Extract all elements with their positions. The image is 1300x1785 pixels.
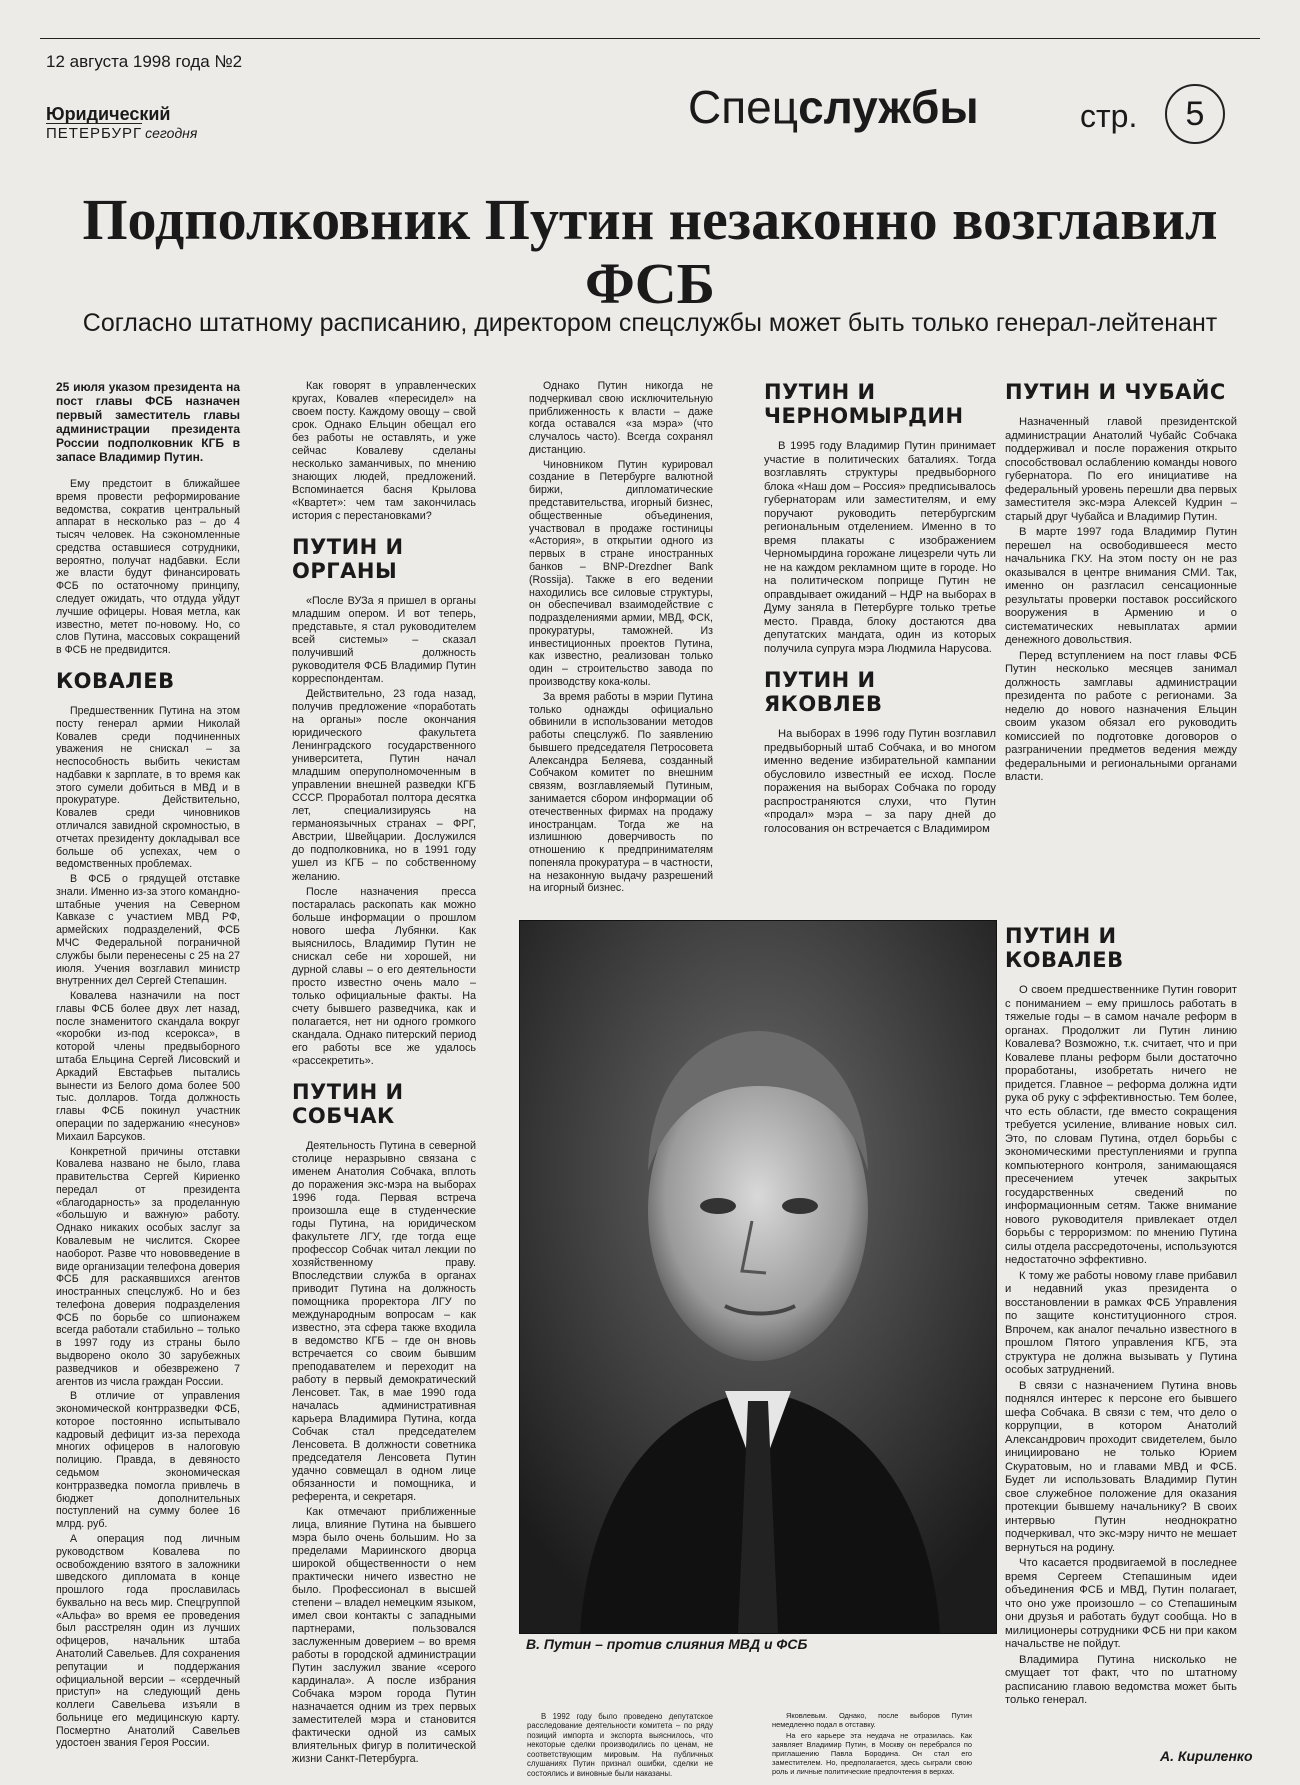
heading-putin-chernomyrdin: ПУТИН И ЧЕРНОМЫРДИН bbox=[764, 380, 964, 428]
section-title-bold: службы bbox=[798, 81, 979, 133]
paragraph: Яковлевым. Однако, после выборов Путин немедленно подал в отставку. bbox=[772, 1711, 972, 1729]
top-rule bbox=[40, 38, 1260, 39]
paragraph: «После ВУЗа я пришел в органы младшим опером. И вот теперь, представьте, я стал руководителем всей системы» – сказал получивший должность руководителя ФСБ Владимир Путин корреспондентам. bbox=[292, 595, 476, 686]
paragraph: В связи с назначением Путина вновь поднялся интерес к персоне его бывшего шефа Собчака. В связи с тем, что дело о коррупции, в котором Анатолий Александрович проходит свидетелем, было инициировано не только Юрием Скуратовым, но и главами МВД и ФСБ. Будет ли использовать Владимир Путин свое служебное положение для оказания протекции бывшему начальнику? В своих интервью Путин неоднократно подчеркивал, что экс-мэру ничто не мешает вернуться на родину. bbox=[1005, 1379, 1237, 1554]
heading-kovalev: КОВАЛЕВ bbox=[56, 668, 175, 693]
section-title-light: Спец bbox=[688, 81, 799, 133]
page-label: стр. bbox=[1080, 98, 1138, 134]
paragraph: Назначенный главой президентской администрации Анатолий Чубайс Собчака поддерживал и после поражения открыто способствовал ослаблению команды нового губернатора. По его инициативе на федеральный уровень перешли два первых заместителя экс-мэра Алексей Кудрин – старый друг Чубайса и Владимир Путин. bbox=[1005, 416, 1237, 523]
paragraph: К тому же работы новому главе прибавил и недавний указ президента о восстановлении в рамках ФСБ Управления по защите конституционного строя. Впрочем, как аналог печально известного в прошлом Пятого управления КГБ, эта структура не должна вызывать у Путина особых затруднений. bbox=[1005, 1269, 1237, 1376]
paragraph: В 1995 году Владимир Путин принимает участие в политических баталиях. Тогда возглавлять структуры предвыборного блока «Наш дом – Россия» предписывалось губернаторам или заместителям, и ему поручают руководить петербургским региональным отделением. Именно в то время плакаты с изображением Черномырдина горожане лицезрели чуть ли не на каждом рекламном щите в городе. Но на политическом поприще Путин не оправдывает ожиданий – НДР на выборах в Думу заняла в Петербурге только третье место. Правда, блоку достаются два депутатских мандата, один из которых получила супруга мэра Людмила Нарусова. bbox=[764, 440, 996, 655]
paragraph: В 1992 году было проведено депутатское расследование деятельности комитета – по ряду позиций импорта и экспорта выяснилось, что некоторые сделки производились по ценам, не соответствующим мировым. На публичных слушаниях Путин признал ошибки, сделки не состоялись и виновные были наказаны. bbox=[527, 1712, 713, 1778]
paragraph: На выборах в 1996 году Путин возглавил предвыборный штаб Собчака, и во многом именно ведение избирательной кампании обусловило известный ее исход. После поражения на выборах Собчака по городу распространяются слухи, что Путин «продал» мэра – за пару дней до голосования он встречается с Владимиром bbox=[764, 728, 996, 835]
paragraph: Ему предстоит в ближайшее время провести реформирование ведомства, сократив центральный аппарат в несколько раз – до 4 тысяч человек. На сэкономленные средства оставшиеся сотрудники, вероятно, получат надбавки. Если же власти будут финансировать ФСБ по остаточному принципу, следует ожидать, что отдуда уйдут лучшие офицеры. Новая метла, как известно, метет по-новому. Но, со слов Путина, массовых сокращений в ФСБ не предвидится. bbox=[56, 478, 240, 657]
column-4 bbox=[764, 380, 996, 838]
article-subtitle: Согласно штатному расписанию, директором спецслужбы может быть только генерал-лейтенант bbox=[82, 309, 1218, 337]
paragraph: В отличие от управления экономической контрразведки ФСБ, которое постоянно испытывало кадровый дефицит из-за перехода многих офицеров в налоговую полицию. Правда, в девяносто седьмом экономическая контрразведка помогла привлечь в бюджет дополнительных поступлений на сумму более 16 млрд. руб. bbox=[56, 1390, 240, 1531]
heading-putin-sobchak: ПУТИН И СОБЧАК bbox=[292, 1079, 404, 1128]
paragraph: Перед вступлением на пост главы ФСБ Путин несколько месяцев занимал должность замглавы администрации президента по работе с регионами. За неделю до нового назначения Ельцин своим указом обязал его руководить комиссией по подготовке договоров о разграничении предметов ведения между федеральными и региональными органами власти. bbox=[1005, 649, 1237, 783]
photo-caption: В. Путин – против слияния МВД и ФСБ bbox=[526, 1636, 808, 1652]
heading-putin-organy: ПУТИН И ОРГАНЫ bbox=[292, 535, 404, 584]
masthead bbox=[46, 105, 197, 142]
paragraph: А операция под личным руководством Ковалева по освобождению взятого в заложники шведского дипломата в конце прошлого года прославилась буквально на весь мир. Спецгруппой «Альфа» во время ее проведения был расстрелян один из лучших офицеров, начальник штаба Анатолий Савельев. Для сохранения репутации и поддержания официальной версии – «сердечный приступ» на следующий день коллеги Савельева изъяли в больнице его медицинскую карту. Посмертно Анатолий Савельев удостоен звания Героя России. bbox=[56, 1532, 240, 1750]
author-signature: А. Кириленко bbox=[1160, 1748, 1253, 1764]
paragraph: Деятельность Путина в северной столице неразрывно связана с именем Анатолия Собчака, вплоть до поражения экс-мэра на выборах 1996 года. Первая встреча произошла еще в студенческие годы Путина, на юридическом факультете ЛГУ, где тогда еще профессор Собчак читал лекции по хозяйственному праву. Впоследствии служба в органах приводит Путина на должность помощника проректора ЛГУ по международным вопросам – как известно, эта сфера также входила в ведомство КГБ – где он вновь встречается со своим бывшим преподавателем и переходит на работу в первый демократический Ленсовет. Так, в мае 1990 года началась административная карьера Владимира Путина, когда Собчак стал председателем Ленсовета. В должности советника председателя Ленсовета Путин удачно совмещал в одном лице обязанности и помощника, и референта, и секретаря. bbox=[292, 1139, 476, 1504]
heading-putin-chubais: ПУТИН И ЧУБАЙС bbox=[1005, 380, 1226, 404]
paragraph: Однако Путин никогда не подчеркивал свою исключительную приближенность к власти – даже когда оставался «за мэра» (что случалось часто). Всегда сохранял дистанцию. bbox=[529, 380, 713, 456]
paragraph: Владимира Путина нисколько не смущает тот факт, что по штатному расписанию главою ведомства может быть только генерал. bbox=[1005, 1653, 1237, 1706]
paragraph: На его карьере эта неудача не отразилась. Как заявляет Владимир Путин, в Москву он перебрался по приглашению Павла Бородина. Он стал его заместителем. Но, предполагается, здесь сыграли свою роль и личные политические предпочтения в верхах. bbox=[772, 1730, 972, 1776]
page-number: 5 bbox=[1165, 84, 1225, 144]
column-5-lower bbox=[1005, 924, 1237, 1710]
column-3-bottom bbox=[527, 1712, 713, 1780]
masthead-line2: ПЕТЕРБУРГ bbox=[46, 125, 143, 142]
paragraph: Действительно, 23 года назад, получив предложение «поработать на органы» после окончания юридического факультета Ленинградского государственного университета, Путин начал младшим оперуполномоченным в управлении внешней разведки КГБ СССР. Проработал полтора десятка лет, специализируясь на германоязычных странах – ФРГ, Австрии, Швейцарии. Дослужился до подполковника, но в 1991 году ушел из КГБ – по собственному желанию. bbox=[292, 688, 476, 883]
paragraph: Конкретной причины отставки Ковалева названо не было, глава правительства Сергей Кириенко передал от президента «благодарность» за проделанную «большую и важную» работу. Однако никаких особых заслуг за Ковалевым не числится. Скорее наоборот. Разве что нововведение в виде организации телефона доверия ФСБ для раскаявшихся агентов иностранных спецслужб. Но и без телефона доверия подразделения ФСБ по борьбе со шпионажем всегда работали стабильно – только в 1997 году из страны было выдворено около 30 зарубежных разведчиков и обезврежено 7 агентов из числа граждан России. bbox=[56, 1145, 240, 1388]
portrait-illustration bbox=[520, 921, 996, 1633]
paragraph: Как говорят в управленческих кругах, Ковалев «пересидел» на своем посту. Каждому овощу – свой срок. Однако Ельцин обещал его без работы не оставлять, и уже сейчас Ковалеву сделаны несколько заманчивых, по мнению знающих людей, предложений. Вспоминается басня Крылова «Квартет»: чем там закончилась история с перестановками? bbox=[292, 380, 476, 523]
paragraph: В ФСБ о грядущей отставке знали. Именно из-за этого командно-штабные учения на Северном Кавказе с участием МВД РФ, армейских подразделений, ФСБ МЧС Федеральной пограничной службы были перенесены с 25 на 27 июля. Учения возглавил министр внутренних дел Сергей Степашин. bbox=[56, 873, 240, 988]
section-title bbox=[688, 81, 979, 133]
dateline: 12 августа 1998 года №2 bbox=[46, 52, 243, 71]
paragraph: За время работы в мэрии Путина только однажды официально обвинили в использовании методов работы спецслужб. По заявлению бывшего председателя Петросовета Александра Беляева, созданный Собчаком комитет по внешним связям, возглавляемый Путиным, занимается сбором информации об отечественных фирмах на продажу иностранцам. Тогда же на излишнюю доверчивость по отношению к предпринимателям попеняла прокуратура – в частности, на незаконную выдачу разрешений на игорный бизнес. bbox=[529, 690, 713, 895]
column-4-bottom bbox=[772, 1712, 972, 1779]
article-lead: 25 июля указом президента на пост главы ФСБ назначен первый заместитель главы администрации президента России подполковник КГБ в запасе Владимир Путин. bbox=[56, 380, 240, 464]
column-3 bbox=[529, 380, 713, 897]
article-title: Подполковник Путин незаконно возглавил ФСБ bbox=[82, 187, 1218, 316]
heading-putin-kovalev: ПУТИН И КОВАЛЕВ bbox=[1005, 924, 1124, 972]
portrait-photo bbox=[519, 920, 997, 1634]
paragraph: В марте 1997 года Владимир Путин перешел на освободившееся место начальника ГКУ. На этом посту он не раз оказывался в центре внимания СМИ. Так, именно он разгласил сенсационные результаты проверки поставок российского вооружения в Армению и о систематических невыплатах армии денежного довольствия. bbox=[1005, 526, 1237, 646]
paragraph: Предшественник Путина на этом посту генерал армии Николай Ковалев среди подчиненных уважения не снискал – за неспособность выбить чекистам надбавки к зарплате, в то время как этого сумели добиться в МВД и в прокуратуре. Действительно, Ковалев среди чиновников отличался завидной скромностью, в отчетах президенту докладывал все больше об успехах, чем о ведомственных проблемах. bbox=[56, 704, 240, 871]
paragraph: О своем предшественнике Путин говорит с пониманием – ему пришлось работать в тяжелые годы – в самом начале реформ в органах. Продолжит ли Путин линию Ковалева? Возможно, т.к. считает, что и при Ковалеве планы реформ были достаточно проработаны, изобретать ничего не придется. Главное – реформа должна идти рука об руку с эффективностью. Тем более, что есть области, где вместо сокращения требуется усиление, вливание новых сил. Это, по словам Путина, отдел борьбы с экономическими преступлениями и группа компьютерного контроля, занимающаяся пресечением утечек закрытых государственных сведений по информационным сетям. Также внимание нового руководителя привлекает отдел борьбы с терроризмом: по мнению Путина силы отдела рассредоточены, используются недостаточно эффективно. bbox=[1005, 984, 1237, 1266]
column-1 bbox=[56, 380, 240, 1752]
column-5 bbox=[1005, 380, 1237, 787]
paragraph: Ковалева назначили на пост главы ФСБ более двух лет назад, после знаменитого скандала вокруг «коробки из-под ксерокса», в которой члены предвыборного штаба Ельцина Сергей Лисовский и Аркадий Евстафьев пытались вынести из Белого дома более 500 тыс. долларов. Тогда должность главы ФСБ покинул участник операции по задержанию «несунов» Михаил Барсуков. bbox=[56, 990, 240, 1143]
paragraph: Чиновником Путин курировал создание в Петербурге валютной биржи, дипломатические представительства, игорный бизнес, общественные объединения, участвовал в продаже гостиницы «Астория», в открытии одного из первых в стране иностранных банков – BNP-Drezdner Bank (Rossija). Также в его ведении находились все силовые структуры, он обеспечивал взаимодействие с подразделениями армии, МВД, ФСК, прокуратуры, таможней. Из инвестиционных проектов Путина, как известно, реализован только один – строительство завода по производству кока-колы. bbox=[529, 458, 713, 688]
paragraph: Что касается продвигаемой в последнее время Сергеем Степашиным идеи объединения ФСБ и МВД, Путин полагает, что оно уже произошло – со Степашиным они друзья и работать будут сообща. Но в милиционеры сотрудники ФСБ ни при каком начальстве не пойдут. bbox=[1005, 1557, 1237, 1650]
column-2 bbox=[292, 380, 476, 1768]
heading-putin-yakovlev: ПУТИН И ЯКОВЛЕВ bbox=[764, 668, 883, 716]
masthead-line1: Юридический bbox=[46, 104, 171, 124]
paragraph: После назначения пресса постаралась раскопать как можно больше информации о прошлом нового шефа Лубянки. Как выяснилось, Владимир Путин не снискал себе ни хорошей, ни дурной славы – о его деятельности просто известно очень мало – только официальные факты. На счету бывшего разведчика, как и полагается, нет ни одного громкого скандала. Однако питерский период его работы все же удалось «рассекретить». bbox=[292, 885, 476, 1067]
masthead-line3: сегодня bbox=[145, 125, 198, 141]
paragraph: Как отмечают приближенные лица, влияние Путина на бывшего мэра было очень большим. Но за пределами Мариинского дворца широкой общественности о нем практически ничего известно не было. Профессионал в высшей степени – владел немецким языком, имел свои контакты с западными партнерами, пользовался заслуженным доверием – во время работы в городской администрации Путин заслужил звание «серого кардинала». А после избрания Собчака мэром города Путин назначается одним из трех первых заместителей мэра и становится фактически одной из самых влиятельных фигур в политической жизни Санкт-Петербурга. bbox=[292, 1506, 476, 1766]
